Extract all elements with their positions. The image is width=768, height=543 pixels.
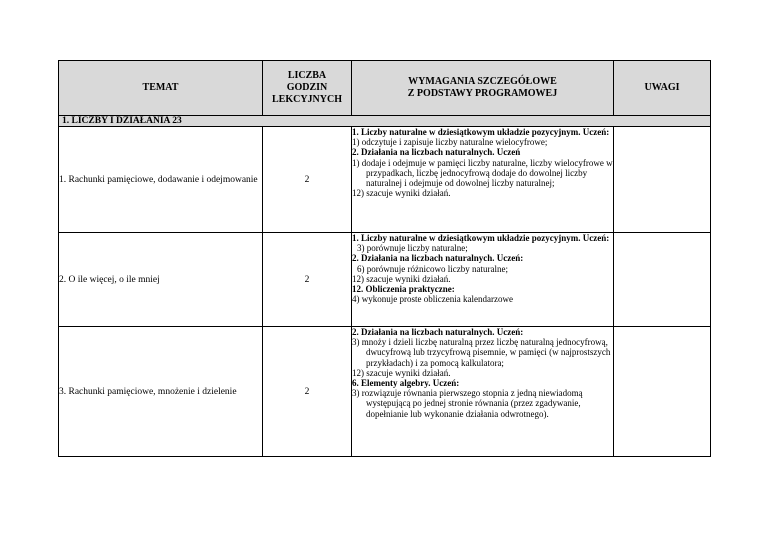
hours-cell: 2 bbox=[263, 233, 352, 327]
requirement-heading: 1. Liczby naturalne w dziesiątkowym układzie pozycyjnym. Uczeń: bbox=[352, 233, 610, 243]
header-requirements-line: Z PODSTAWY PROGRAMOWEJ bbox=[407, 88, 558, 99]
requirement-item: 12) szacuje wyniki działań. bbox=[352, 367, 451, 378]
topic-cell: 2. O ile więcej, o ile mniej bbox=[59, 233, 263, 327]
header-hours-line: LEKCYJNYCH bbox=[271, 94, 342, 105]
hours-cell: 2 bbox=[263, 127, 352, 233]
table-row bbox=[59, 233, 711, 327]
header-requirements bbox=[352, 61, 614, 116]
requirement-heading: 2. Działania na liczbach naturalnych. Uczeń: bbox=[352, 327, 524, 337]
syllabus-table bbox=[58, 60, 711, 457]
header-requirements-line: WYMAGANIA SZCZEGÓŁOWE bbox=[408, 76, 557, 87]
topic-cell: 3. Rachunki pamięciowe, mnożenie i dzielenie bbox=[59, 327, 263, 457]
header-hours-line: LICZBA bbox=[287, 70, 327, 81]
requirements-cell bbox=[352, 327, 614, 457]
requirement-heading: 1. Liczby naturalne w dziesiątkowym układzie pozycyjnym. Uczeń: bbox=[352, 127, 610, 137]
requirement-item: 3) rozwiązuje równania pierwszego stopnia z jedną niewiadomą występującą po jednej stronie równania (przez zgadywanie, dopełnianie lub wykonanie działania odwrotnego). bbox=[352, 388, 583, 419]
requirement-item: 4) wykonuje proste obliczenia kalendarzowe bbox=[352, 294, 513, 305]
notes-cell bbox=[614, 327, 711, 457]
notes-cell bbox=[614, 233, 711, 327]
requirement-heading: 2. Działania na liczbach naturalnych. Uczeń bbox=[352, 147, 521, 158]
requirement-item: 3) mnoży i dzieli liczbę naturalną przez liczbę naturalną jednocyfrową, dwucyfrową lub trzycyfrową pisemnie, w pamięci (w najprostszych przykładach) i za pomocą kalkulatora; bbox=[352, 337, 611, 368]
requirement-item: 12) szacuje wyniki działań. bbox=[352, 273, 451, 284]
requirement-heading: 6. Elementy algebry. Uczeń: bbox=[352, 378, 460, 389]
header-hours-line: GODZIN bbox=[286, 82, 328, 93]
requirements-cell bbox=[352, 127, 614, 233]
header-topic: TEMAT bbox=[59, 61, 263, 116]
requirement-item: 12) szacuje wyniki działań. bbox=[352, 188, 451, 199]
header-hours bbox=[263, 61, 352, 116]
requirement-item: 1) odczytuje i zapisuje liczby naturalne wielocyfrowe; bbox=[352, 137, 548, 148]
topic-cell: 1. Rachunki pamięciowe, dodawanie i odejmowanie bbox=[59, 127, 263, 233]
table-row bbox=[59, 327, 711, 457]
notes-cell bbox=[614, 127, 711, 233]
requirement-item: 3) porównuje liczby naturalne; bbox=[357, 243, 468, 254]
section-title: 1. LICZBY I DZIAŁANIA 23 bbox=[59, 116, 711, 127]
requirement-heading: 12. Obliczenia praktyczne: bbox=[352, 284, 455, 295]
table-row bbox=[59, 127, 711, 233]
requirements-cell bbox=[352, 233, 614, 327]
requirement-item: 6) porównuje różnicowo liczby naturalne; bbox=[357, 263, 508, 274]
header-row bbox=[59, 61, 711, 116]
requirement-item: 1) dodaje i odejmuje w pamięci liczby naturalne, liczby wielocyfrowe w przypadkach, liczbę jednocyfrową dodaje do dowolnej liczby naturalnej i odejmuje od dowolnej liczby naturalnej; bbox=[352, 157, 613, 189]
header-notes: UWAGI bbox=[614, 61, 711, 116]
hours-cell: 2 bbox=[263, 327, 352, 457]
requirement-heading: 2. Działania na liczbach naturalnych. Uczeń: bbox=[352, 253, 524, 264]
section-row bbox=[59, 116, 711, 127]
